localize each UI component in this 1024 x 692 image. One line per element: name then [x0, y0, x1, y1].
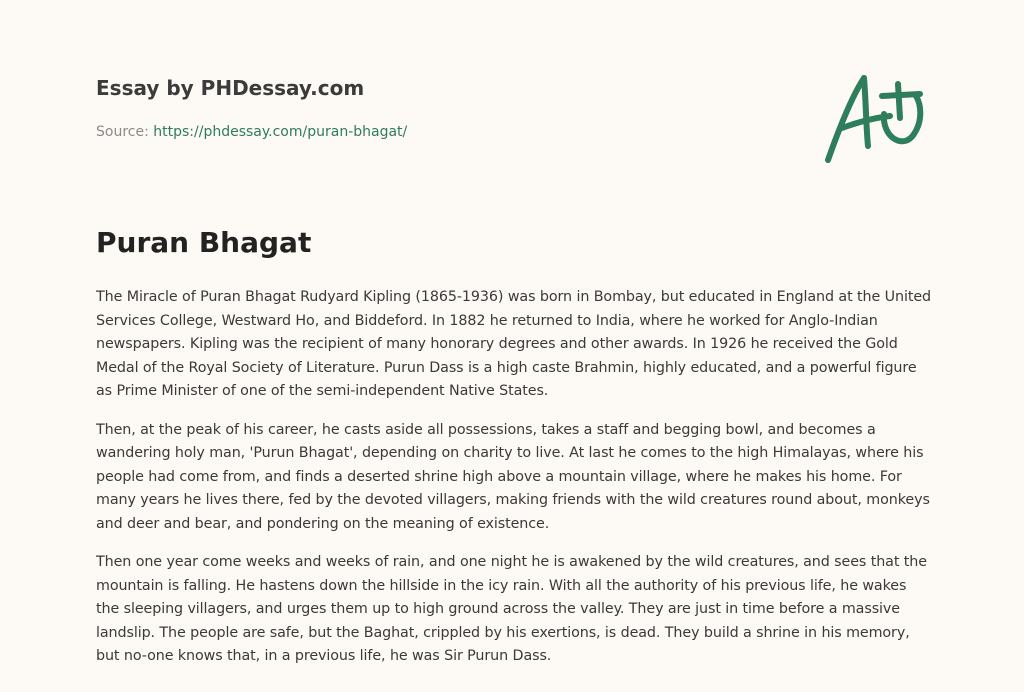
a-plus-grade-icon — [818, 64, 930, 168]
page-title: Puran Bhagat — [96, 226, 312, 259]
source-label: Source: — [96, 124, 149, 140]
paragraph: Then, at the peak of his career, he casts aside all possessions, takes a staff and begging bowl, and becomes a wandering holy man, 'Purun Bhagat', depending on charity to live. At last he comes to the high Himalayas, where his people had come from, and finds a deserted shrine high above a mountain village, where he makes his home. For many years he lives there, fed by the devoted villagers, making friends with the wild creatures round about, monkeys and deer and bear, and pondering on the meaning of existence. — [96, 421, 930, 532]
paragraph: Then one year come weeks and weeks of rain, and one night he is awakened by the wild creatures, and sees that the mountain is falling. He hastens down the hillside in the icy rain. With all the authority of his previous life, he wakes the sleeping villagers, and urges them up to high ground across the valley. They are just in time before a massive landslip. The people are safe, but the Baghat, crippled by his exertions, is dead. They build a shrine in his memory, but no-one knows that, in a previous life, he was Sir Purun Dass. — [96, 554, 927, 664]
source-line — [96, 124, 407, 140]
paragraph: The Miracle of Puran Bhagat Rudyard Kipling (1865-1936) was born in Bombay, but educated in England at the United Services College, Westward Ho, and Biddeford. In 1882 he returned to India, where he worked for Anglo-Indian newspapers. Kipling was the recipient of many honorary degrees and other awards. In 1926 he received the Gold Medal of the Royal Society of Literature. Purun Dass is a high caste Brahmin, highly educated, and a powerful figure as Prime Minister of one of the semi-independent Native States. — [96, 289, 932, 399]
article-body — [96, 286, 932, 684]
source-link[interactable]: https://phdessay.com/puran-bhagat/ — [153, 124, 408, 140]
site-brand: Essay by PHDessay.com — [96, 76, 365, 100]
